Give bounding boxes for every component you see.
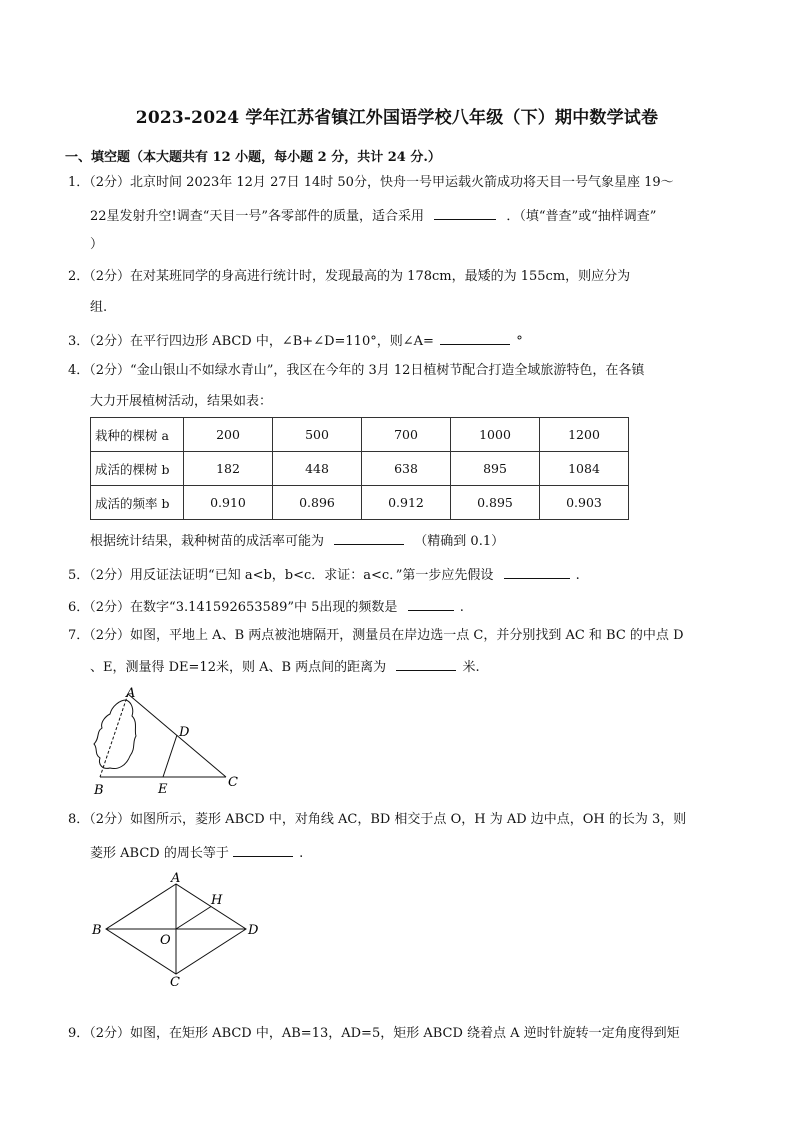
table-cell: 1200 — [540, 418, 629, 452]
answer-blank-3[interactable] — [440, 330, 510, 345]
question-4-text-b: （精确到 0.1） — [414, 534, 505, 549]
label-d: D — [179, 725, 190, 740]
table-cell: 0.895 — [451, 486, 540, 520]
segment-oh — [176, 907, 211, 930]
table-row — [91, 452, 629, 486]
label-e: E — [158, 782, 168, 797]
question-2-line-2: 组. — [90, 300, 108, 315]
question-3-line-1 — [68, 330, 523, 351]
question-3-text-a: 3．（2分）在平行四边形 ABCD 中，∠B+∠D=110°，则∠A= — [68, 334, 434, 349]
label-b: B — [94, 783, 104, 798]
table-cell: 1000 — [451, 418, 540, 452]
segment-de — [163, 735, 177, 777]
table-cell: 448 — [273, 452, 362, 486]
label-a: A — [171, 871, 181, 886]
answer-blank-6[interactable] — [408, 596, 454, 611]
label-o: O — [160, 933, 171, 948]
question-7-line-1: 7．（2分）如图，平地上 A、B 两点被池塘隔开，测量员在岸边选一点 C，并分别找到 AC 和 BC 的中点 D — [68, 628, 684, 643]
table-cell: 895 — [451, 452, 540, 486]
table-row — [91, 418, 629, 452]
question-1-text-a: 22星发射升空!调查“天目一号”各零部件的质量，适合采用 — [90, 209, 425, 224]
question-8-line-1: 8．（2分）如图所示，菱形 ABCD 中，对角线 AC，BD 相交于点 O，H 为 AD 边中点，OH 的长为 3，则 — [68, 812, 687, 827]
table-cell: 0.896 — [273, 486, 362, 520]
label-d: D — [248, 923, 259, 938]
section-heading: 一、填空题（本大题共有 12 小题，每小题 2 分，共计 24 分.） — [65, 150, 441, 165]
label-a: A — [126, 686, 136, 701]
table-cell: 638 — [362, 452, 451, 486]
table-cell: 500 — [273, 418, 362, 452]
answer-blank-8[interactable] — [233, 842, 293, 857]
question-6-text-a: 6．（2分）在数字“3.141592653589”中 5出现的频数是 — [68, 600, 398, 615]
question-6-line-1 — [68, 596, 464, 617]
question-1-text-b: ．（填“普查”或“抽样调查” — [506, 209, 657, 224]
answer-blank-1[interactable] — [434, 205, 496, 220]
table-row-label: 栽种的棵树 a — [91, 418, 184, 452]
table-cell: 0.912 — [362, 486, 451, 520]
question-5-text-b: . — [575, 568, 580, 583]
table-cell: 182 — [184, 452, 273, 486]
question-4-text-a: 根据统计结果，栽种树苗的成活率可能为 — [90, 534, 325, 549]
question-7-text-a: 、E，测量得 DE=12米，则 A、B 两点间的距离为 — [90, 660, 387, 675]
table-row-label: 成活的频率 b — [91, 486, 184, 520]
table-cell: 200 — [184, 418, 273, 452]
label-c: C — [170, 975, 180, 990]
tree-survival-table — [90, 417, 629, 520]
label-c: C — [228, 775, 238, 790]
question-4-line-2: 大力开展植树活动，结果如表： — [90, 394, 273, 409]
answer-blank-4[interactable] — [334, 530, 404, 545]
question-1-line-1: 1．（2分）北京时间 2023年 12月 27日 14时 50分，快舟一号甲运载火箭成功将天目一号气象星座 19～ — [68, 175, 674, 190]
table-cell: 0.910 — [184, 486, 273, 520]
question-5-line-1 — [68, 564, 580, 585]
question-4-line-1: 4．（2分）“金山银山不如绿水青山”，我区在今年的 3月 12日植树节配合打造全域旅游特色，在各镇 — [68, 363, 645, 378]
question-9-line-1: 9．（2分）如图，在矩形 ABCD 中，AB=13，AD=5，矩形 ABCD 绕着点 A 逆时针旋转一定角度得到矩 — [68, 1026, 680, 1041]
rhombus-figure — [90, 868, 270, 992]
question-1-line-2 — [90, 205, 656, 226]
question-4-after-table — [90, 530, 504, 551]
question-8-text-a: 菱形 ABCD 的周长等于 — [90, 846, 229, 861]
question-8-line-2 — [90, 842, 303, 863]
answer-blank-7[interactable] — [396, 656, 456, 671]
label-h: H — [211, 893, 223, 908]
question-2-line-1: 2．（2分）在对某班同学的身高进行统计时，发现最高的为 178cm，最矮的为 155cm，则应分为 — [68, 269, 631, 284]
question-3-text-b: ° — [516, 334, 523, 349]
answer-blank-5[interactable] — [504, 564, 570, 579]
question-7-text-b: 米. — [462, 660, 480, 675]
table-cell: 700 — [362, 418, 451, 452]
table-cell: 1084 — [540, 452, 629, 486]
pond-triangle-figure — [88, 684, 248, 800]
question-5-text-a: 5．（2分）用反证法证明“已知 a<b，b<c．求证：a<c．”第一步应先假设 — [68, 568, 494, 583]
table-row-label: 成活的棵树 b — [91, 452, 184, 486]
table-cell: 0.903 — [540, 486, 629, 520]
label-b: B — [92, 923, 102, 938]
question-6-text-b: . — [459, 600, 464, 615]
question-1-line-3: ） — [90, 237, 104, 252]
question-8-text-b: . — [299, 846, 304, 861]
question-7-line-2 — [90, 656, 480, 677]
table-row — [91, 486, 629, 520]
pond-outline — [94, 700, 136, 769]
page-title: 2023-2024 学年江苏省镇江外国语学校八年级（下）期中数学试卷 — [135, 108, 659, 128]
